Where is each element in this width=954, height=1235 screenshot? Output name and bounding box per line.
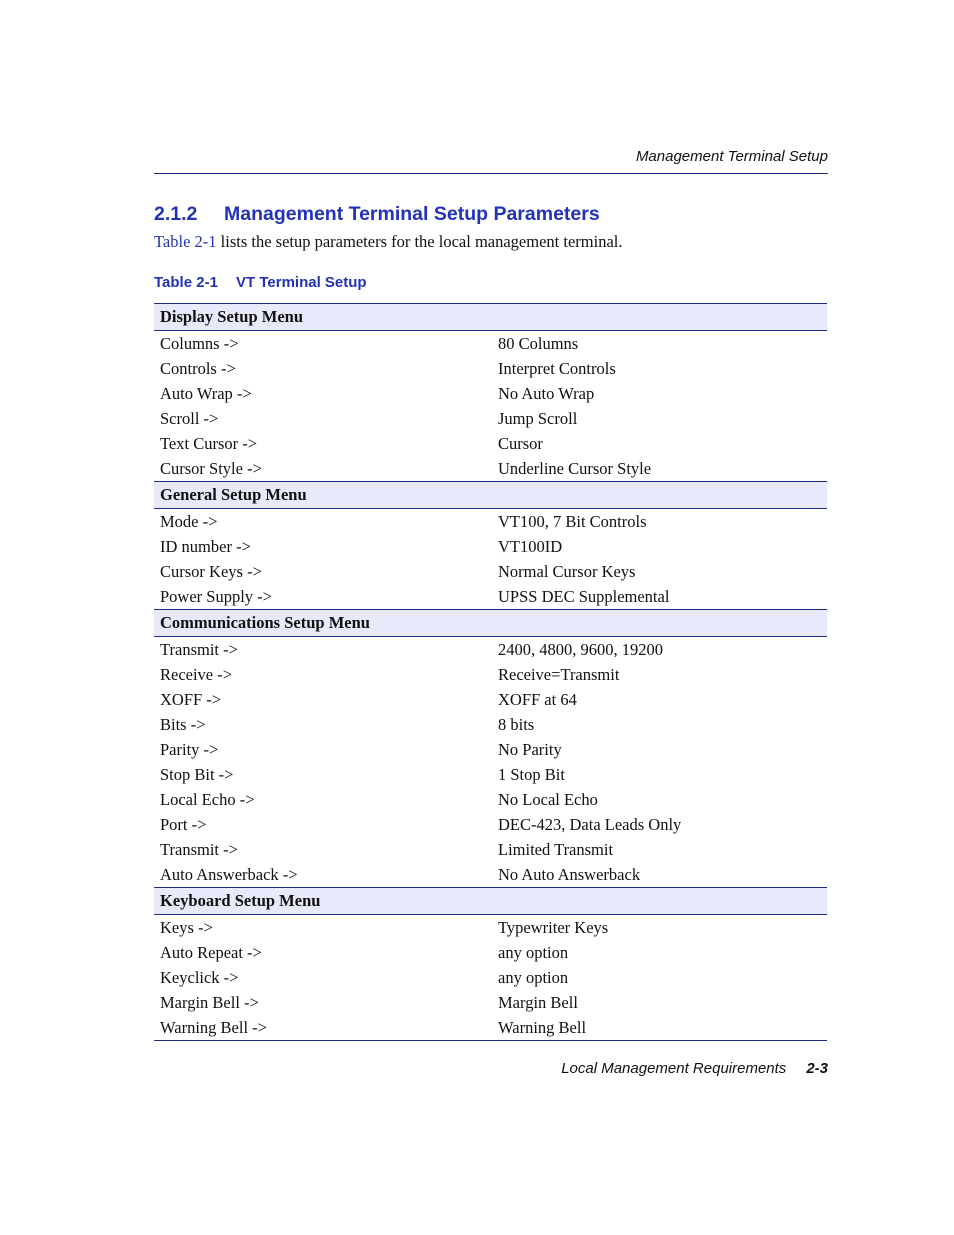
table-row	[154, 812, 827, 837]
parameter-name: Stop Bit ->	[160, 765, 234, 784]
parameter-name: XOFF ->	[160, 690, 222, 709]
table-row	[154, 331, 827, 357]
parameter-value: No Parity	[498, 740, 562, 759]
parameter-name: Controls ->	[160, 359, 236, 378]
parameter-value: Receive=Transmit	[498, 665, 620, 684]
parameter-value: Cursor	[498, 434, 543, 453]
table-row	[154, 356, 827, 381]
parameter-value: UPSS DEC Supplemental	[498, 587, 670, 606]
table-row	[154, 862, 827, 888]
parameter-name: Port ->	[160, 815, 207, 834]
menu-heading-row	[154, 482, 827, 509]
parameter-value: No Auto Answerback	[498, 865, 641, 884]
parameter-value: Jump Scroll	[498, 409, 578, 428]
parameter-value: Typewriter Keys	[498, 918, 609, 937]
parameter-name: Keys ->	[160, 918, 213, 937]
parameter-name: Power Supply ->	[160, 587, 272, 606]
header-rule	[154, 173, 828, 174]
table-row	[154, 534, 827, 559]
parameter-value: 2400, 4800, 9600, 19200	[498, 640, 663, 659]
parameter-name: Transmit ->	[160, 840, 238, 859]
parameter-value: 8 bits	[498, 715, 535, 734]
parameter-value: Underline Cursor Style	[498, 459, 652, 478]
parameter-name: Parity ->	[160, 740, 219, 759]
table-caption	[154, 274, 367, 291]
menu-heading: Display Setup Menu	[154, 304, 827, 331]
table-row	[154, 456, 827, 482]
parameter-value: No Auto Wrap	[498, 384, 595, 403]
parameter-name: Receive ->	[160, 665, 233, 684]
table-row	[154, 431, 827, 456]
table-row	[154, 837, 827, 862]
table-row	[154, 406, 827, 431]
table-row	[154, 737, 827, 762]
table-cross-reference-link[interactable]: Table 2-1	[154, 232, 217, 251]
page-number: 2-3	[806, 1060, 828, 1077]
table-row	[154, 687, 827, 712]
vt-terminal-setup-table	[154, 303, 827, 1041]
table-row	[154, 762, 827, 787]
table-caption-number: Table 2-1	[154, 274, 218, 291]
parameter-name: Keyclick ->	[160, 968, 239, 987]
parameter-value: Normal Cursor Keys	[498, 562, 636, 581]
menu-heading-row	[154, 304, 827, 331]
parameter-name: Columns ->	[160, 334, 239, 353]
table-row	[154, 509, 827, 535]
table-body	[154, 304, 827, 1041]
table-row	[154, 915, 827, 941]
parameter-name: Warning Bell ->	[154, 1015, 498, 1041]
parameter-name: Scroll ->	[160, 409, 219, 428]
parameter-value: any option	[498, 968, 569, 987]
parameter-name: ID number ->	[160, 537, 251, 556]
table-row	[154, 559, 827, 584]
table-row	[154, 662, 827, 687]
parameter-name: Transmit ->	[160, 640, 238, 659]
parameter-name: Auto Answerback ->	[160, 865, 298, 884]
parameter-name: Auto Wrap ->	[160, 384, 252, 403]
parameter-name: Auto Repeat ->	[160, 943, 262, 962]
parameter-name: Bits ->	[160, 715, 206, 734]
parameter-value: 80 Columns	[498, 334, 579, 353]
table-row	[154, 940, 827, 965]
section-number: 2.1.2	[154, 203, 198, 225]
parameter-value: Margin Bell	[498, 993, 578, 1012]
table-row	[154, 1015, 827, 1041]
menu-heading-row	[154, 610, 827, 637]
parameter-value: any option	[498, 943, 569, 962]
table-caption-title: VT Terminal Setup	[236, 274, 367, 291]
table-row	[154, 712, 827, 737]
parameter-name: Local Echo ->	[160, 790, 255, 809]
parameter-value: Limited Transmit	[498, 840, 614, 859]
intro-paragraph	[154, 232, 622, 252]
table-row	[154, 965, 827, 990]
parameter-name: Cursor Style ->	[160, 459, 262, 478]
menu-heading: General Setup Menu	[154, 482, 827, 509]
parameter-value: 1 Stop Bit	[498, 765, 565, 784]
running-footer	[154, 1060, 828, 1077]
parameter-name: Text Cursor ->	[160, 434, 258, 453]
parameter-name: Cursor Keys ->	[160, 562, 262, 581]
menu-heading: Keyboard Setup Menu	[154, 888, 827, 915]
menu-heading-row	[154, 888, 827, 915]
parameter-value: Interpret Controls	[498, 359, 616, 378]
parameter-value: VT100ID	[498, 537, 563, 556]
table-row	[154, 584, 827, 610]
parameter-value: Warning Bell	[498, 1015, 827, 1041]
intro-text: lists the setup parameters for the local management terminal.	[216, 232, 623, 251]
menu-heading: Communications Setup Menu	[154, 610, 827, 637]
footer-chapter-title: Local Management Requirements	[561, 1060, 787, 1077]
parameter-value: VT100, 7 Bit Controls	[498, 512, 647, 531]
table-row	[154, 381, 827, 406]
table-row	[154, 990, 827, 1015]
section-heading	[154, 203, 600, 226]
running-header: Management Terminal Setup	[635, 148, 828, 165]
table-row	[154, 787, 827, 812]
parameter-name: Margin Bell ->	[160, 993, 259, 1012]
parameter-value: No Local Echo	[498, 790, 598, 809]
parameter-value: XOFF at 64	[498, 690, 577, 709]
table-row	[154, 637, 827, 663]
parameter-name: Mode ->	[160, 512, 218, 531]
section-title: Management Terminal Setup Parameters	[224, 203, 600, 225]
parameter-value: DEC-423, Data Leads Only	[498, 815, 682, 834]
